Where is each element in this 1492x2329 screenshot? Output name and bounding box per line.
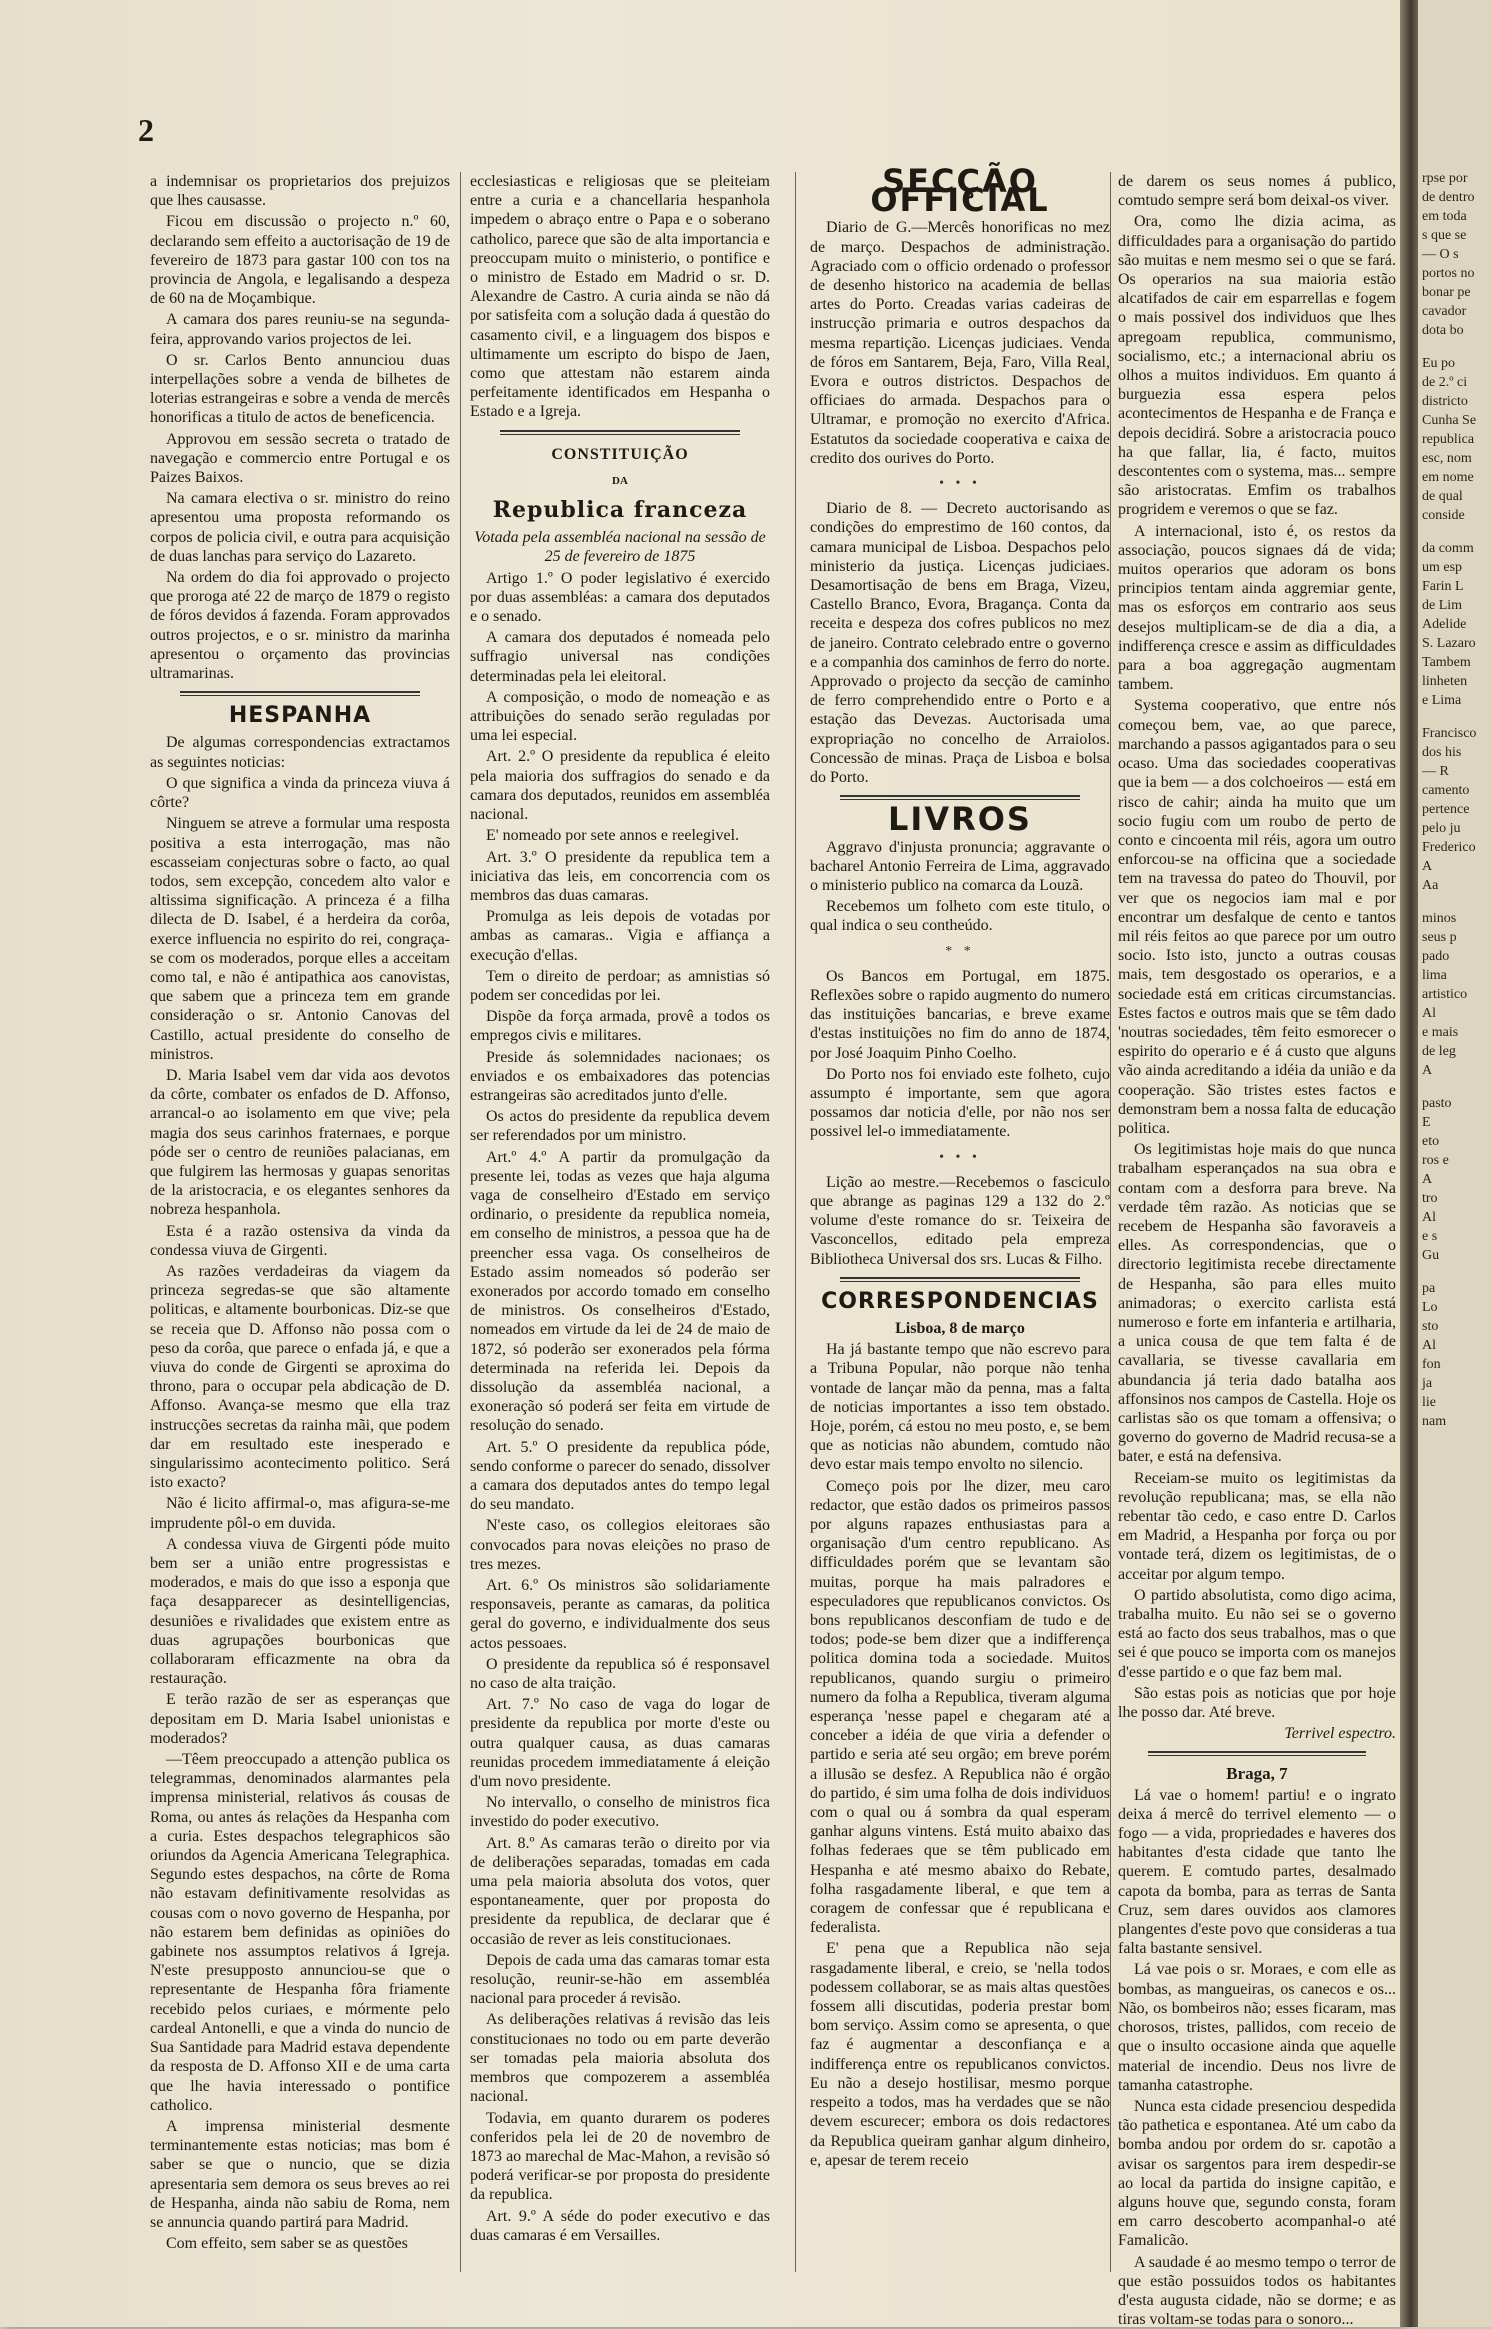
section-heading-livros: LIVROS: [888, 800, 1032, 839]
adjacent-page-line: dos his: [1422, 745, 1462, 760]
article: Art. 3.º O presidente da republica tem a iniciativa das leis, em concorrencia com os membros das duas camaras.: [470, 848, 770, 904]
adjacent-page-line: de leg: [1422, 1044, 1456, 1059]
adjacent-page-line: cavador: [1422, 304, 1467, 319]
subtitle: Votada pela assembléa nacional na sessão de 25 de fevereiro de 1875: [474, 529, 766, 566]
column-4: [1118, 172, 1396, 2329]
paragraph: Ha já bastante tempo que não escrevo para a Tribuna Popular, não porque não tenha vontade de lançar mão da penna, mas a falta de noticias importantes a isso tem obstado. Hoje, porém, cá estou no meu posto, e, se bem que as noticias não abundem, comtudo não devo estar mais tempo envolto no silencio.: [810, 1341, 1110, 1474]
adjacent-page-line: de Lim: [1422, 598, 1463, 613]
adjacent-page-line: tro: [1422, 1191, 1438, 1206]
column-1: [150, 172, 450, 2282]
adjacent-page-line: linheten: [1422, 674, 1468, 689]
paragraph: Não é licito affirmal-o, mas afigura-se-me imprudente pôl-o em duvida.: [150, 1495, 450, 1532]
adjacent-page-line: Cunha Se: [1422, 413, 1477, 428]
adjacent-page-line: — O s: [1422, 247, 1459, 262]
ornament: * *: [945, 943, 975, 959]
article: Art. 7.º No caso de vaga do logar de presidente da republica por morte d'este ou outra qualquer causa, as duas camaras reunidas procedem immediatamente á eleição d'um novo presidente.: [470, 1696, 770, 1791]
adjacent-page-line: s que se: [1422, 228, 1467, 243]
adjacent-page-line: E: [1422, 1115, 1431, 1130]
paragraph: Receiam-se muito os legitimistas da revolução republicana; mas, se ella não rebentar tão cedo, e caso entre D. Carlos em Madrid, a Hespanha por força ou por vontade terá, dizem os legitimistas, de o acceitar por algum tempo.: [1118, 1469, 1396, 1583]
section-divider: [500, 430, 740, 435]
section-divider: [840, 1277, 1080, 1282]
paragraph: Ninguem se atreve a formular uma resposta positiva a esta interrogação, mas não escasseiam conjecturas sobre o facto, ao qual todos, sem excepção, concedem alto valor e altissima significação. A princeza é a filha dilecta de D. Isabel, é a herdeira da corôa, exerce influencia no espirito do rei, congraça-se com os moderados, porque elles a acceitam como tal, e não é antipathica aos canovistas, que sabem que a princeza tem em grande consideração o sr. Antonio Canovas del Castillo, actual presidente do conselho de ministros.: [150, 815, 450, 1063]
adjacent-page-text: [1418, 170, 1492, 1430]
adjacent-page-line: dota bo: [1422, 323, 1464, 338]
adjacent-page-line: rpse por: [1422, 171, 1468, 186]
adjacent-page-line: esc, nom: [1422, 451, 1472, 466]
adjacent-page-line: pasto: [1422, 1096, 1452, 1111]
adjacent-page-line: Eu po: [1422, 356, 1456, 371]
section-heading-correspondencias: CORRESPONDENCIAS: [821, 1288, 1099, 1314]
adjacent-page-edge: [1418, 0, 1492, 2327]
dateline: Braga, 7: [1226, 1764, 1288, 1784]
signature: Terrivel espectro.: [1284, 1725, 1396, 1743]
paragraph: Lição ao mestre.—Recebemos o fasciculo que abrange as paginas 129 a 132 do 2.º volume d'este romance do sr. Teixeira de Vasconcellos, editado pela empreza Bibliotheca Universal dos srs. Lucas & Filho.: [810, 1173, 1110, 1268]
paragraph: Systema cooperativo, que entre nós começou bem, vae, ao que parece, marchando a passos agigantados para o seu ocaso. Uma das sociedades cooperativas que ia bem — a dos colchoeiros — está em risco de cahir; ainda ha muito que um socio fugiu com um roubo de perto de conto e cincoenta mil réis, agora um outro enforcou-se na officina que a sociedade tem na travessa do pateo do Thouvil, por ver que os negocios iam mal e por encontrar um desfalque de cento e tantos mil réis feitos ao que parece por um outro socio. Isto isto, juncto a outras cousas mais, tem desgostado os operarios, e a sociedade está em criticas circumstancias. Estes factos e outros mais que se têm dado 'noutras sociedades, têm feito esmorecer o espirito do operario e é á custo que alguns vão ainda acreditando a idéia da união e da cooperação. São tristes estes factos e demonstram bem a nossa falta de educação politica.: [1118, 697, 1396, 1137]
paragraph: Lá vae pois o sr. Moraes, e com elle as bombas, as mangueiras, os canecos e os... Não, os bombeiros não; esses ficaram, mas chorosos, tristes, pallidos, com receio de que o insulto occasione ainda que aquelle material de incendio. Deus nos livre de tamanha catastrophe.: [1118, 1961, 1396, 2094]
adjacent-page-line: portos no: [1422, 266, 1475, 281]
article: N'este caso, os collegios eleitoraes são convocados para novas eleições no praso de tres mezes.: [470, 1517, 770, 1573]
adjacent-page-line: — R: [1422, 764, 1449, 779]
paragraph: O partido absolutista, como digo acima, trabalha muito. Eu não sei se o governo está ao facto dos seus trabalhos, mas o que sei é que pouco se importa com os manejos d'esse partido e o que faz bem mal.: [1118, 1586, 1396, 1681]
paragraph: As razões verdadeiras da viagem da princeza segredas-se que são altamente politicas, e altamente bourbonicas. Diz-se que se receia que D. Affonso não possa com o peso da corôa, que parece o enfada já, e que a viuva do conde de Girgenti se aproxima do throno, para o occupar pela abdicação de D. Affonso. Avança-se mesmo que ella traz instrucções secretas da rainha mãi, que podem dar em resultado este inesperado e singularissimo acontecimento politico. Será isto exacto?: [150, 1262, 450, 1492]
paragraph: Na camara electiva o sr. ministro do reino apresentou uma proposta reformando os corpos de policia civil, e outra para acquisição de duas lanchas para serviço do Lazareto.: [150, 490, 450, 565]
adjacent-page-line: pado: [1422, 949, 1450, 964]
section-heading-hespanha: HESPANHA: [228, 703, 372, 729]
paragraph: A saudade é ao mesmo tempo o terror de que estão possuidos todos os habitantes d'esta augusta cidade, não se dorme; e as tiras voltam-se todas para o sonoro...: [1118, 2253, 1396, 2329]
paragraph: D. Maria Isabel vem dar vida aos devotos da côrte, combater os enfados de D. Affonso, arrancal-o ao isolamento em que vive; pela magia dos seus carinhos fraternaes, e porque póde ser o centro de reuniões palacianas, em que fulgirem las hermosas y guapas senoritas de la aristocracia, e os elegantes senhores da nobreza hespanhola.: [150, 1066, 450, 1219]
paragraph: Ora, como lhe dizia acima, as difficuldades para a organisação do partido são muitas e nem mesmo sei o que se fará. Os operarios na sua maioria estão alcatifados de cair em esparrellas e fogem o mais possivel dos individuos que lhes apregoam republica, communismo, socialismo, etc.; a internacional abriu os olhos a muitos individuos. Em quanto á burguezia essa espera pelos acontecimentos de Hespanha e de França e depois decidirá. Sobre a aristocracia pouco ha que fallar, lia, é facto, muitos descontentes com o systema, mas... sempre são aristocratas. Emfim os trabalhos progridem e veremos o que se faz.: [1118, 213, 1396, 519]
article: No intervallo, o conselho de ministros fica investido do poder executivo.: [470, 1794, 770, 1831]
column-rule: [795, 172, 796, 2272]
paragraph: O que significa a vinda da princeza viuva á côrte?: [150, 774, 450, 812]
paragraph: Recebemos um folheto com este titulo, o qual indica o seu contheúdo.: [810, 898, 1110, 935]
paragraph: Diario de 8. — Decreto auctorisando as condições do emprestimo de 160 contos, da camara municipal de Lisboa. Despachos pelo ministerio da justiça. Licenças judiciaes. Desamortisação de bens em Braga, Vizeu, Castello Branco, Evora, Bragança. Conta da receita e despeza dos cofres publicos no mez de janeiro. Contrato celebrado entre o governo e a companhia dos caminhos de ferro do norte. Approvado o projecto da secção de caminho de ferro comprehendido entre o Porto e a estação das Devezas. Auctorisada uma expropriação no concelho de Arraiolos. Concessão de minas. Praça de Lisboa e bolsa do Porto.: [810, 500, 1110, 787]
paragraph: Approvou em sessão secreta o tratado de navegação e commercio entre Portugal e os Paizes Baixos.: [150, 430, 450, 487]
adjacent-page-line: ros e: [1422, 1153, 1449, 1168]
adjacent-page-line: da comm: [1422, 541, 1474, 556]
adjacent-page-line: ja: [1422, 1376, 1433, 1391]
heading-da: DA: [612, 474, 628, 487]
adjacent-page-line: eto: [1422, 1134, 1440, 1149]
adjacent-page-line: Al: [1422, 1338, 1436, 1353]
adjacent-page-line: bonar pe: [1422, 285, 1471, 300]
adjacent-page-line: de 2.º ci: [1422, 375, 1468, 390]
adjacent-page-line: Francisco: [1422, 726, 1477, 741]
adjacent-page-line: sto: [1422, 1319, 1439, 1334]
adjacent-page-line: em nome: [1422, 470, 1474, 485]
article: Promulga as leis depois de votadas por ambas as camaras.. Vigia e affiança a execução d'ellas.: [470, 908, 770, 964]
adjacent-page-line: Adelide: [1422, 617, 1467, 632]
adjacent-page-line: districto: [1422, 394, 1468, 409]
article: Art. 6.º Os ministros são solidariamente responsaveis, perante as camaras, da politica geral do governo, e individualmente dos seus actos pessoaes.: [470, 1577, 770, 1652]
adjacent-page-line: Al: [1422, 1210, 1436, 1225]
article: Art. 9.º A séde do poder executivo e das duas camaras é em Versailles.: [470, 2207, 770, 2244]
article: Depois de cada uma das camaras tomar esta resolução, reunir-se-hão em assembléa nacional para proceder á revisão.: [470, 1951, 770, 2008]
adjacent-page-line: pa: [1422, 1281, 1436, 1296]
paragraph: Lá vae o homem! partiu! e o ingrato deixa á mercê do terrivel elemento — o fogo — a vida, propriedades e haveres dos habitantes d'esta cidade que tanto lhe querem. E comtudo partes, desalmado capota da bomba, para as terras de Santa Cruz, sem dares ouvidos aos clamores plangentes d'este povo que consideras a tua falta bastante sensivel.: [1118, 1786, 1396, 1958]
adjacent-page-line: S. Lazaro: [1422, 636, 1476, 651]
adjacent-page-line: pertence: [1422, 802, 1470, 817]
paragraph: E terão razão de ser as esperanças que depositam em D. Maria Isabel unionistas e moderados?: [150, 1691, 450, 1747]
ornament: • • •: [939, 476, 981, 492]
section-divider: [1148, 1751, 1366, 1756]
article: Art. 5.º O presidente da republica póde, sendo conforme o parecer do senado, dissolver a camara dos deputados antes do tempo legal do seu mandato.: [470, 1438, 770, 1514]
adjacent-page-line: nam: [1422, 1414, 1447, 1429]
article: Dispõe da força armada, provê a todos os empregos civis e militares.: [470, 1008, 770, 1045]
page-gutter: [1400, 0, 1418, 2327]
article: Art. 8.º As camaras terão o direito por via de deliberações separadas, tomadas em cada uma pela maioria absoluta dos votos, quer espontaneamente, quer por proposta do presidente da republica, de declarar que é occasião de rever as leis constitucionaes.: [470, 1834, 770, 1948]
section-heading-constituicao: CONSTITUIÇÃO: [551, 445, 689, 463]
adjacent-page-line: A: [1422, 1172, 1433, 1187]
adjacent-page-line: e mais: [1422, 1025, 1459, 1040]
adjacent-page-line: Lo: [1422, 1300, 1438, 1315]
column-rule: [1110, 172, 1111, 2272]
paragraph: ecclesiasticas e religiosas que se pleiteiam entre a curia e a chancellaria hespanhola impedem o abraço entre o Papa e o soberano catholico, parece que são de alta importancia e preoccupam muito o ministerio, o pontifice e o ministro de Estado em Madrid o sr. D. Alexandre de Castro. A curia ainda se não dá por satisfeita com a solução dada á questão do casamento civil, e a linguagem dos bispos e ultimamente um escripto do bispo de Jaen, como que attestam não estarem ainda perfeitamente identificados em Hespanha o Estado e a Igreja.: [470, 173, 770, 421]
adjacent-page-line: lie: [1422, 1395, 1436, 1410]
paragraph: Do Porto nos foi enviado este folheto, cujo assumpto é importante, sem que agora possamos dar noticia d'elle, por não nos ser possivel lel-o immediatamente.: [810, 1065, 1110, 1141]
section-divider: [180, 691, 420, 696]
paragraph: Com effeito, sem saber se as questões: [166, 2235, 408, 2253]
article: As deliberações relativas á revisão das leis constitucionaes no todo ou em parte deverão ser tomadas pela maioria absoluta dos membros que compozerem a assembléa nacional.: [470, 2011, 770, 2106]
article: Artigo 1.º O poder legislativo é exercido por duas assembléas: a camara dos deputados e o senado.: [470, 569, 770, 626]
adjacent-page-line: minos: [1422, 911, 1457, 926]
paragraph: Começo pois por lhe dizer, meu caro redactor, que estão dados os primeiros passos por alguns rapazes enthusiastas para a organisação d'um centro republicano. As difficuldades porém que se levantam são muitas, porque ha mais palradores e especuladores que republicanos convictos. Os bons republicanos desconfiam de tudo e de todos; pode-se bem dizer que a indifferença politica domina toda a sociedade. Muitos republicanos, quando surgiu o primeiro numero da folha a Republica, tiveram alguma esperança 'nesse papel e chegaram até a conceber a idéia de que viria a defender o partido e seria até seu orgão; em breve porém a illusão se desfez. A Republica não é orgão do partido, é sim uma folha de dois individuos com o qual ou á sombra da qual esperam ganhar alguns vintens. Está muito abaixo das folhas federaes que se têm publicado em Hespanha e até mesmo abaixo do Rebate, folha rasgadamente liberal, e que tem a coragem de confessar que é republicana e federalista.: [810, 1477, 1110, 1937]
paragraph: de darem os seus nomes á publico, comtudo sempre será bom deixal-os viver.: [1118, 173, 1396, 210]
article: A composição, o modo de nomeação e as attribuições do senado serão reguladas por uma lei especial.: [470, 688, 770, 745]
article: Preside ás solemnidades nacionaes; os enviados e os embaixadores das potencias estrangeiras são acreditados junto d'elle.: [470, 1048, 770, 1104]
article: Os actos do presidente da republica devem ser referendados por um ministro.: [470, 1108, 770, 1145]
article: E' nomeado por sete annos e reelegivel.: [486, 827, 740, 845]
adjacent-page-line: Aa: [1422, 878, 1439, 893]
page-number: 2: [138, 112, 154, 148]
article: O presidente da republica só é responsavel no caso de alta traição.: [470, 1655, 770, 1693]
dateline: Lisboa, 8 de março: [895, 1319, 1025, 1337]
paragraph: O sr. Carlos Bento annunciou duas interpellações sobre a venda de bilhetes de loterias estrangeiras e sobre a venda de mercês honorificas a titulo de actos de beneficencia.: [150, 351, 450, 427]
adjacent-page-line: Tambem: [1422, 655, 1471, 670]
article: A camara dos deputados é nomeada pelo suffragio universal nas condições determinadas pela lei eleitoral.: [470, 629, 770, 685]
adjacent-page-line: um esp: [1422, 560, 1463, 575]
paragraph: Esta é a razão ostensiva da vinda da condessa viuva de Girgenti.: [150, 1222, 450, 1259]
adjacent-page-line: republica: [1422, 432, 1475, 447]
paragraph: —Têem preoccupado a attenção publica os telegrammas, denominados alarmantes pela imprensa ministerial, relativos ás cousas de Roma, ou antes ás relações da Hespanha com a curia. Estes despachos telegraphicos são oriundos da Agencia Americana Telegraphica. Segundo estes despachos, na côrte de Roma não estavam definitivamente resolvidas as cousas com o novo governo de Hespanha, por não estarem bem definidas as opiniões do gabinete nos assumptos relativos á Igreja. N'este presupposto annunciou-se que o representante de Hespanha fôra friamente recebido pelos curiaes, e mórmente pelo cardeal Antonelli, e que a vinda do nuncio de Sua Santidade para Madrid estava dependente da resposta de D. Affonso XII e de uma carta que lhe havia interessado o pontifice catholico.: [150, 1751, 450, 2114]
adjacent-page-line: de dentro: [1422, 190, 1475, 205]
paragraph: Na ordem do dia foi approvado o projecto que proroga até 22 de março de 1879 o registo de fóros devidos á fazenda. Foram approvados outros projectos, e o sr. ministro da marinha apresentou o orçamento das provincias ultramarinas.: [150, 569, 450, 683]
paragraph: Diario de G.—Mercês honorificas no mez de março. Despachos de administração. Agraciado com o officio ordenado o professor de desenho historico na academia de bellas artes do Porto. Creadas varias cadeiras de instrucção primaria e outros despachos da mesma repartição. Licenças judiciaes. Venda de fóros em Santarem, Beja, Faro, Villa Real, Evora e outros districtos. Despachos de officiaes do armada. Despachos para o Ultramar, e promoção no exercito d'Africa. Estatutos da sociedade cooperativa e caixa de credito dos ourives do Porto.: [810, 219, 1110, 467]
ornament: • • •: [939, 1149, 981, 1165]
article: Art.º 4.º A partir da promulgação da presente lei, todas as vezes que haja alguma vaga de conselheiro d'Estado em serviço ordinario, o presidente da republica nomeia, em conselho de ministros, a pessoa que ha de preencher essa vaga. Os conselheiros de Estado assim nomeados só poderão ser exonerados por accordo tomado em conselho de ministros. Os conselheiros d'Estado, nomeados em virtude da lei de 24 de maio de 1872, só poderão ser exonerados pela fórma determinada na referida lei. Depois da dissolução da assembléa nacional, a exoneração só poderá ser feita em virtude de resolução do senado.: [470, 1148, 770, 1435]
column-3: [810, 162, 1110, 2282]
adjacent-page-line: A: [1422, 859, 1433, 874]
column-2: [470, 172, 770, 2282]
adjacent-page-line: e Lima: [1422, 693, 1462, 708]
paragraph: A internacional, isto é, os restos da associação, poucos signaes dá de vida; muitos operarios que adoram os bons principios tentam ainda aggremiar gente, mas os esforços em contrario aos seus desejos multiplicam-se de dia a dia, a indifferença cresce e assim as difficuldades para a boa aggregação augmentam tambem.: [1118, 522, 1396, 694]
adjacent-page-line: lima: [1422, 968, 1447, 983]
adjacent-page-line: Farin L: [1422, 579, 1464, 594]
paragraph: A imprensa ministerial desmente terminantemente estas noticias; mas bom é saber se que o nuncio, que se dizia apresentaria sem demora os seus breves ao rei de Hespanha, ainda não sabiu de Roma, nem se annuncia quando partirá para Madrid.: [150, 2117, 450, 2231]
article: Tem o direito de perdoar; as amnistias só podem ser concedidas por lei.: [470, 967, 770, 1004]
paragraph: A condessa viuva de Girgenti póde muito bem ser a união entre progressistas e moderados, e mais do que isso a esponja que faça desapparecer as desintelligencias, desuniões e rivalidades que existem entre as duas agrupações bourbonicas que collaboraram efficazmente na obra da restauração.: [150, 1535, 450, 1688]
paragraph: E' pena que a Republica não seja rasgadamente liberal, e creio, se 'nella todos podessem collaborar, se as mais altas questões fossem alli discutidas, poderia prestar bom bom serviço. Assim como se apresenta, o que faz é augmentar a desconfiança e a indifferença entre os republicanos convictos. Eu não a desejo hostilisar, mesmo porque respeito a todos, mas ha verdades que se não devem escurecer; embora os dois redactores da Republica queiram ganhar algum dinheiro, e, apesar de terem receio: [810, 1940, 1110, 2169]
paragraph: a indemnisar os proprietarios dos prejuizos que lhes causasse.: [150, 173, 450, 210]
adjacent-page-line: de qual: [1422, 489, 1463, 504]
adjacent-page-line: conside: [1422, 508, 1465, 523]
adjacent-page-line: e s: [1422, 1229, 1438, 1244]
paragraph: Os Bancos em Portugal, em 1875. Reflexões sobre o rapido augmento do numero das instituições bancarias, e breve exame d'estas instituições no fim do anno de 1874, por José Joaquim Pinho Coelho.: [810, 967, 1110, 1062]
article: Todavia, em quanto durarem os poderes conferidos pela lei de 20 de novembro de 1873 ao marechal de Mac-Mahon, a revisão só poderá verificar-se por proposta do presidente da republica.: [470, 2109, 770, 2204]
paragraph: De algumas correspondencias extractamos as seguintes noticias:: [150, 734, 450, 771]
column-rule: [460, 172, 461, 2272]
adjacent-page-line: artistico: [1422, 987, 1468, 1002]
adjacent-page-line: fon: [1422, 1357, 1441, 1372]
paragraph: A camara dos pares reuniu-se na segunda-feira, approvando varios projectos de lei.: [150, 311, 450, 348]
article: Art. 2.º O presidente da republica é eleito pela maioria dos suffragios do senado e da camara dos deputados, reunidos em assembléa nacional.: [470, 748, 770, 824]
paragraph: Os legitimistas hoje mais do que nunca trabalham esperançados na sua obra e contam com a desforra para breve. Na verdade têm razão. As noticias que se recebem de Hespanha são favoraveis a elles. As correspondencias, que o directorio legitimista recebe directamente de Hespanha, são para elles muito animadoras; o exercito carlista está numeroso e forte em infanteria e artilharia, a unica cousa de que tem falta é de cavallaria, se tivesse cavallaria em abundancia já teria dado batalha aos affonsinos nos campos de Castella. Hoje os carlistas são os que tomam a offensiva; o governo do governo de Madrid recusa-se a bater, e está na defensiva.: [1118, 1141, 1396, 1466]
adjacent-page-line: camento: [1422, 783, 1470, 798]
section-heading-seccao-official: SECÇÃO OFFICIAL: [870, 162, 1050, 220]
adjacent-page-line: Al: [1422, 1006, 1436, 1021]
paragraph: São estas pois as noticias que por hoje lhe posso dar. Até breve.: [1118, 1684, 1396, 1722]
adjacent-page-line: Frederico: [1422, 840, 1476, 855]
paragraph: Nunca esta cidade presenciou despedida tão pathetica e espontanea. Até um cabo da bomba andou por ordem do sr. capotão a avisar os sargentos para irem despedir-se ao local da partida do insigne capitão, e alguns houve que, segundo consta, foram em carro descoberto acompanhal-o até Famalicão.: [1118, 2097, 1396, 2250]
adjacent-page-line: em toda: [1422, 209, 1467, 224]
adjacent-page-line: Gu: [1422, 1248, 1440, 1263]
paragraph: Aggravo d'injusta pronuncia; aggravante o bacharel Antonio Ferreira de Lima, aggravado o ministerio publico na comarca da Louzã.: [810, 838, 1110, 894]
adjacent-page-line: pelo ju: [1422, 821, 1461, 836]
section-heading-republica: Republica franceza: [492, 497, 748, 524]
adjacent-page-line: A: [1422, 1063, 1433, 1078]
paragraph: Ficou em discussão o projecto n.º 60, declarando sem effeito a auctorisação de 19 de fevereiro de 1873 para gastar 100 con tos na provincia de Angola, e legalisando a despeza de 60 na de Moçambique.: [150, 213, 450, 308]
adjacent-page-line: seus p: [1422, 930, 1457, 945]
